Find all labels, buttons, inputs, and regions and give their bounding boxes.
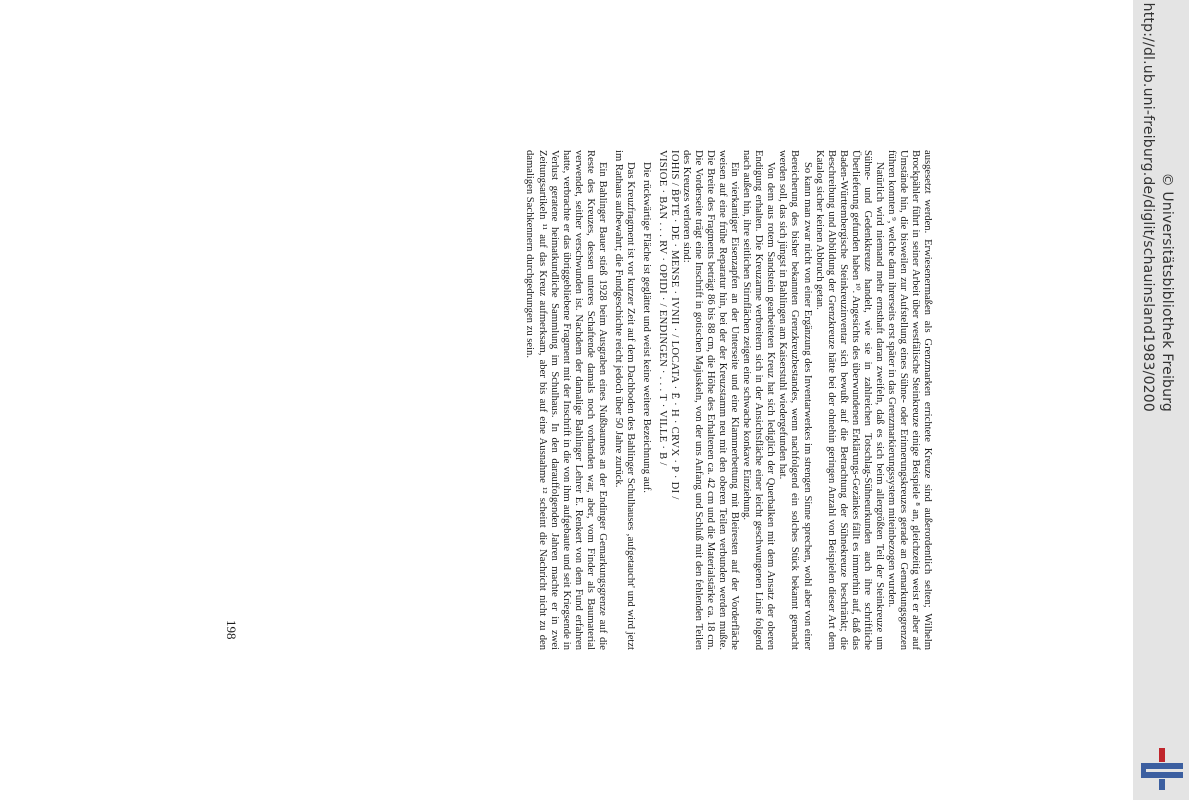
viewer-sidebar	[1133, 0, 1189, 800]
library-logo-icon	[1141, 748, 1183, 790]
inscription-line: IOHIS / B̄PTE · DE · MENSE · IVNII · / LOCATA · Ē · H · CRVX · P · DI /	[669, 150, 681, 500]
scanned-page	[203, 150, 933, 650]
paragraph: Das Kreuzfragment ist vor kurzer Zeit auf dem Dachboden des Bahlinger Schulhauses ‚aufgetaucht' und wird jetzt im Rathaus aufbewahrt; die Fundgeschichte reicht jedoch über 50 Jahre zurück.	[612, 150, 636, 650]
paragraph: Ein vierkantiger Eisenzapfen an der Unterseite und eine Klammerbettung mit Bleiresten auf der Vorderfläche weisen auf eine frühe Reparatur hin, bei der der Kreuzstamm neu mit den oberen Teilen verbunden werden mußte. Die Breite des Fragments beträgt 86 bis 88 cm, die Höhe des Erhaltenen ca. 42 cm und die Materialstärke ca. 18 cm. Die Vorderseite trägt eine Inschrift in gotischen Majuskeln, von der uns Anfang und Schluß mit den fehlenden Teilen des Kreuzes verloren sind:	[681, 150, 741, 650]
paragraph: Die rückwärtige Fläche ist geglättet und weist keine weitere Bezeichnung auf.	[640, 162, 652, 493]
paragraph: ausgesetzt werden. Erwiesenermaßen als Grenzmarken errichtete Kreuze sind außerordentlich selten; Wilhelm Brockpähler führt in seiner Arbeit über westfälische Steinkreuze einige Beispiele ⁸ an, gleichzeitig weist er aber auf Umstände hin, die bisweilen zur Aufstellung eines Sühne- oder Erinnerungskreuzes gerade an Gemarkungsgrenzen führen konnten ⁹, welche dann ihrerseits erst später in das Grenzmarkierungssystem miteinbezogen wurden.	[885, 150, 933, 650]
source-url-link[interactable]: http://dl.ub.uni-freiburg.de/diglit/schauinsland1983/0200	[1140, 2, 1156, 412]
paragraph: Natürlich wird niemand mehr ernsthaft daran zweifeln, daß es sich beim allergrößten Teil der Steinkreuze um Sühne- und Gedenkkreuze handelt, wie sie in zahlreichen Totschlag-Sühneurkunden auch ihre schriftliche Überlieferung gefunden haben ¹⁰. Angesichts des überwundenen Erklärungs-Gezänkes fällt es immerhin auf, daß das Baden-Württembergische Steinkreuzinventar sich bewußt auf die Betrachtung der Sühnekreuze beschränkt; die Beschreibung und Abbildung der Grenzkreuze hätte bei der ohnehin geringen Anzahl von Beispielen dieser Art dem Katalog sicher keinen Abbruch getan.	[813, 150, 885, 650]
inscription-line: VISIOE · BAN . . . RV · OPIDI · / ENDINGEN · . . . T · VILLE · B /	[656, 150, 668, 466]
paragraph: Von dem aus rotem Sandstein gearbeiteten Kreuz hat sich lediglich der Querbalken mit dem Ansatz der oberen Endigung erhalten. Die Kreuzarme verbreitern sich in der Ansichtsfläche einer leicht geschwungenen Linie folgend nach außen hin, ihre seitlichen Stirnflächen zeigen eine schwache konkave Einziehung.	[741, 150, 777, 650]
page-text	[523, 150, 933, 650]
page-number: 198	[224, 620, 239, 640]
paragraph: So kann man zwar nicht von einer Ergänzung des Inventarwerkes im strengen Sinne sprechen, wohl aber von einer Bereicherung des bisher bekannten Grenzkreuzbestandes, wenn nachfolgend ein solches Stück bekannt gemacht werden soll, das sich jüngst in Bahlingen am Kaiserstuhl wiedergefunden hat.	[777, 150, 813, 650]
paragraph: Ein Bahlinger Bauer stieß 1928 beim Ausgraben eines Nußbaumes an der Endinger Gemarkungsgrenze auf die Reste des Kreuzes, dessen unteres Schaftende damals noch vorhanden war, aber, vom Finder als Baumaterial verwendet, seither verschwunden ist. Nachdem der damalige Bahlinger Lehrer E. Renkert von dem Fund erfahren hatte, verbrachte er das übriggebliebene Fragment mit der Inschrift in die von ihm aufgebaute und seit Kriegsende in Verlust geratene heimatkundliche Sammlung im Schulhaus. In den darauffolgenden Jahren machte er in zwei Zeitungsartikeln ¹¹ auf das Kreuz aufmerksam, aber bis auf eine Ausnahme ¹² scheint die Nachricht nicht zu den damaligen Sachkennern durchgedrungen zu sein.	[524, 150, 608, 650]
copyright-notice: © Universitätsbibliothek Freiburg	[1159, 172, 1175, 412]
